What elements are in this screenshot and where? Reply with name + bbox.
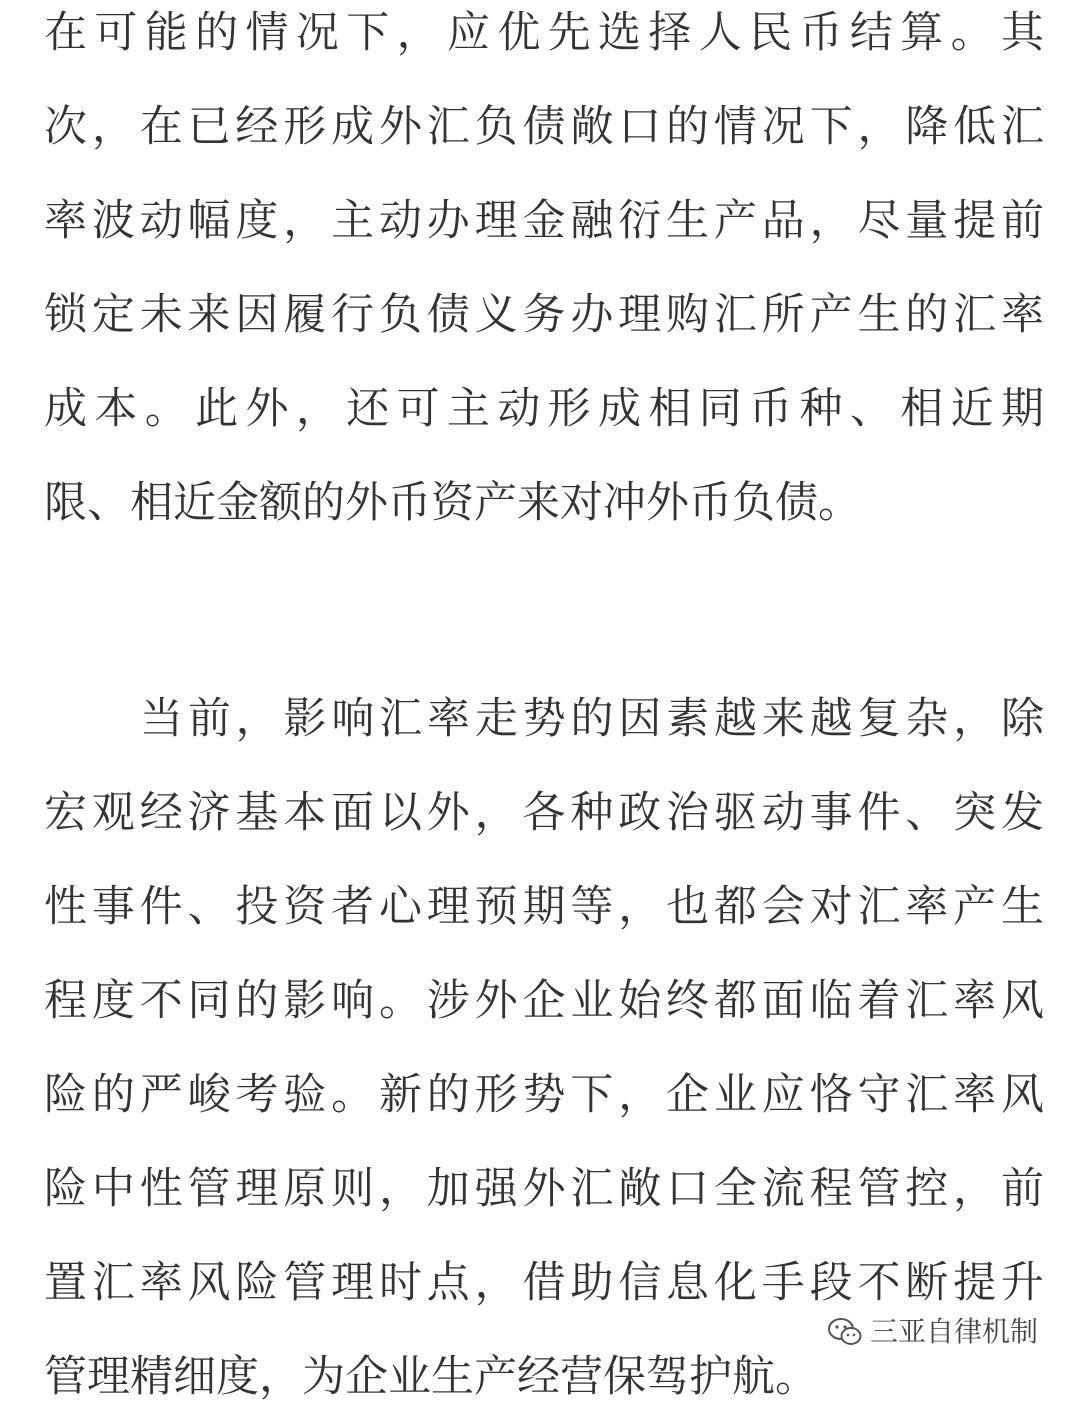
text-line: 次，在已经形成外汇负债敞口的情况下，降低汇 — [44, 102, 1044, 152]
paragraph-1 — [44, 0, 1044, 550]
text-line: 当前，影响汇率走势的因素越来越复杂，除 — [140, 694, 1044, 744]
text-line: 险的严峻考验。新的形势下，企业应恪守汇率风 — [44, 1070, 1044, 1120]
paragraph-2 — [44, 672, 1044, 1424]
text-line: 在可能的情况下，应优先选择人民币结算。其 — [44, 8, 1044, 58]
text-line: 率波动幅度，主动办理金融衍生产品，尽量提前 — [44, 196, 1044, 246]
text-line: 成本。此外，还可主动形成相同币种、相近期 — [44, 384, 1044, 434]
text-line: 性事件、投资者心理预期等，也都会对汇率产生 — [44, 882, 1044, 932]
text-line: 险中性管理原则，加强外汇敞口全流程管控，前 — [44, 1164, 1044, 1214]
wechat-icon — [828, 1317, 862, 1347]
text-line: 宏观经济基本面以外，各种政治驱动事件、突发 — [44, 788, 1044, 838]
watermark — [822, 1313, 1044, 1351]
text-line: 限、相近金额的外币资产来对冲外币负债。 — [44, 478, 861, 528]
text-line: 管理精细度，为企业生产经营保驾护航。 — [44, 1352, 818, 1402]
text-line: 锁定未来因履行负债义务办理购汇所产生的汇率 — [44, 290, 1044, 340]
watermark-text: 三亚自律机制 — [869, 1315, 1038, 1348]
text-line: 置汇率风险管理时点，借助信息化手段不断提升 — [44, 1258, 1044, 1308]
text-line: 程度不同的影响。涉外企业始终都面临着汇率风 — [44, 976, 1044, 1026]
